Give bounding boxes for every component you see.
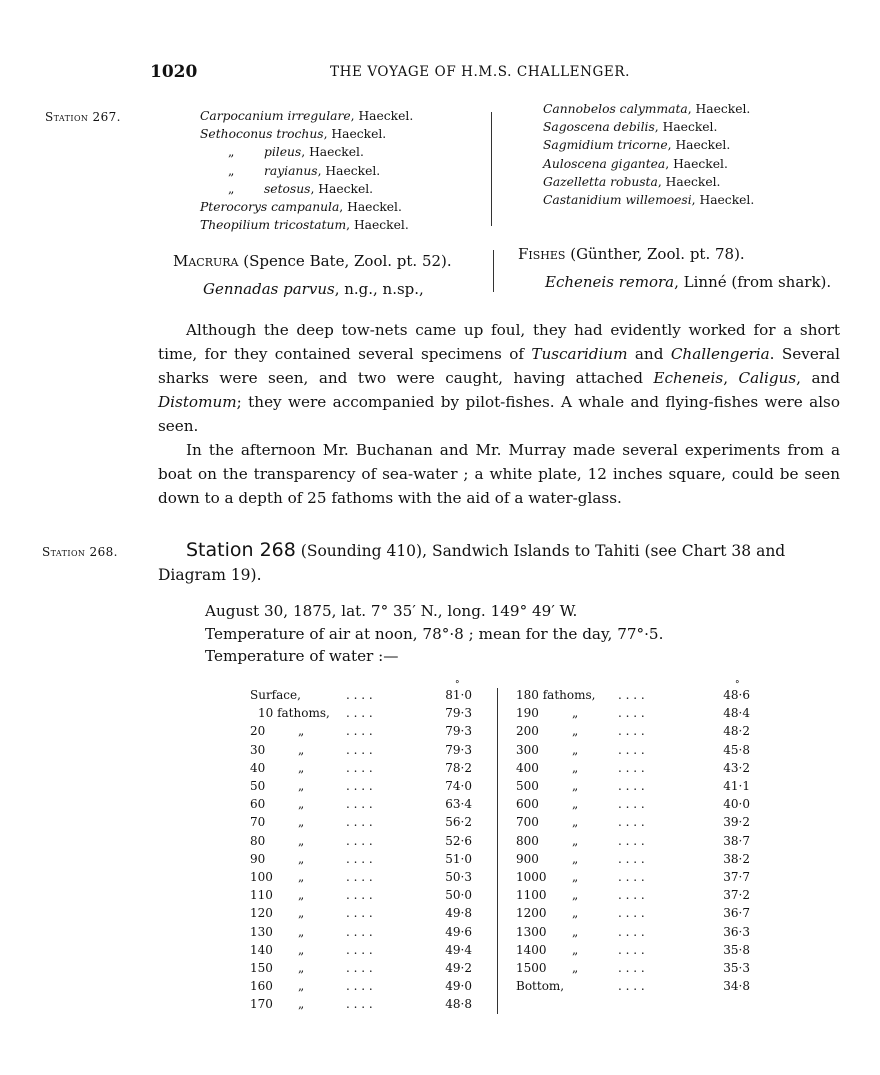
species-entry	[200, 198, 413, 216]
depth-cell: Bottom,	[516, 979, 565, 994]
fishes-species: Echeneis remora	[545, 273, 675, 291]
table-row	[250, 724, 480, 742]
species-entry	[200, 125, 413, 143]
species-entry	[543, 173, 754, 191]
depth-cell: 1300	[516, 924, 547, 939]
ditto-mark: „	[298, 724, 305, 739]
temperature-cell: 38·2	[723, 851, 750, 866]
table-row	[516, 815, 756, 833]
depth-cell: 30	[250, 742, 266, 757]
fishes-reference: (Günther, Zool. pt. 78).	[565, 245, 745, 263]
table-row	[516, 761, 756, 779]
table-row	[516, 943, 756, 961]
temperature-cell: 34·8	[723, 979, 750, 994]
species-entry	[200, 143, 413, 161]
table-row	[516, 925, 756, 943]
depth-cell: 170	[250, 997, 273, 1012]
species-name: Castanidium willemoesi	[543, 192, 692, 207]
table-divider	[497, 688, 498, 1014]
temperature-table-right	[516, 688, 756, 1008]
species-entry	[200, 107, 413, 125]
depth-cell: 10 fathoms,	[258, 706, 330, 721]
macrura-species-line	[203, 280, 424, 298]
temperature-cell: 36·3	[723, 924, 750, 939]
depth-cell: 130	[250, 924, 273, 939]
paragraph-tow-nets: Although the deep tow-nets came up foul, they had evidently worked for a short time, for they contained several specimens of Tuscaridium and Challengeria. Several sharks were seen, and two were caught, having attached Echeneis, Caligus, and Distomum; they were accompanied by pilot-fishes. A whale and flying-fishes were also seen.	[158, 321, 841, 435]
ditto-mark: „	[572, 779, 579, 793]
depth-cell: 150	[250, 961, 273, 975]
station-268-title: Station 268	[186, 539, 296, 561]
leader-dots: . . . .	[346, 706, 373, 721]
species-entry	[200, 162, 413, 180]
species-name: pileus	[264, 145, 302, 160]
narrative-block	[158, 318, 840, 510]
table-row	[516, 852, 756, 870]
species-name: setosus	[264, 181, 311, 196]
temperature-cell: 49·8	[445, 906, 472, 921]
leader-dots: . . . .	[618, 724, 645, 739]
temperature-cell: 43·2	[723, 760, 750, 775]
species-author: , Haeckel.	[657, 174, 721, 189]
temperature-cell: 79·3	[445, 742, 472, 757]
station-268-heading	[158, 538, 842, 587]
table-row	[250, 997, 480, 1015]
degree-mark-left: °	[455, 680, 460, 690]
leader-dots: . . . .	[618, 888, 645, 903]
leader-dots: . . . .	[346, 797, 373, 812]
depth-cell: 160	[250, 979, 273, 994]
table-row	[516, 888, 756, 906]
ditto-mark: „	[298, 924, 305, 939]
ditto-mark: „	[298, 888, 305, 903]
depth-cell: 1400	[516, 942, 547, 957]
leader-dots: . . . .	[346, 961, 373, 975]
depth-cell: 1100	[516, 888, 547, 903]
species-entry	[543, 155, 754, 173]
temperature-cell: 38·7	[723, 833, 750, 848]
table-row	[250, 743, 480, 761]
leader-dots: . . . .	[346, 760, 373, 775]
temperature-cell: 37·7	[723, 870, 750, 884]
temperature-cell: 49·2	[445, 961, 472, 975]
ditto-mark: „	[572, 815, 579, 830]
ditto-mark: „	[298, 833, 305, 848]
leader-dots: . . . .	[618, 815, 645, 830]
page-number: 1020	[150, 62, 198, 82]
fishes-species-line	[545, 273, 831, 291]
species-name: Carpocanium irregulare	[200, 109, 351, 123]
leader-dots: . . . .	[346, 942, 373, 957]
table-row	[516, 688, 756, 706]
ditto-mark: „	[572, 888, 579, 903]
temperature-cell: 78·2	[445, 760, 472, 775]
macrura-species: Gennadas parvus	[203, 280, 335, 298]
depth-cell: 140	[250, 942, 273, 957]
leader-dots: . . . .	[346, 724, 373, 739]
table-row	[516, 834, 756, 852]
leader-dots: . . . .	[618, 742, 645, 757]
leader-dots: . . . .	[618, 706, 645, 721]
depth-cell: 60	[250, 797, 266, 812]
table-row	[250, 815, 480, 833]
table-row	[516, 906, 756, 924]
depth-cell: 1200	[516, 906, 547, 921]
leader-dots: . . . .	[618, 833, 645, 848]
temperature-cell: 48·8	[445, 997, 472, 1012]
temperature-cell: 63·4	[445, 797, 472, 812]
leader-dots: . . . .	[346, 833, 373, 848]
temperature-cell: 35·8	[723, 942, 750, 957]
leader-dots: . . . .	[346, 688, 373, 702]
species-author: , Haeckel.	[687, 102, 751, 116]
leader-dots: . . . .	[346, 924, 373, 939]
species-entry	[543, 191, 754, 209]
depth-cell: 700	[516, 815, 539, 830]
table-row	[250, 779, 480, 797]
temperature-cell: 52·6	[445, 833, 472, 848]
table-row	[250, 797, 480, 815]
leader-dots: . . . .	[346, 815, 373, 830]
temperature-table-left	[250, 688, 480, 1028]
depth-cell: 800	[516, 833, 539, 848]
ditto-mark: „	[298, 979, 305, 994]
ditto-mark: „	[298, 870, 305, 884]
ditto-mark: „	[298, 815, 305, 830]
leader-dots: . . . .	[618, 961, 645, 975]
species-list-left	[200, 107, 413, 234]
ditto-mark: „	[572, 797, 579, 812]
temperature-cell: 48·4	[723, 706, 750, 721]
depth-cell: 110	[250, 888, 273, 903]
depth-cell: 600	[516, 797, 539, 812]
ditto-mark: „	[298, 742, 305, 757]
table-row	[250, 870, 480, 888]
depth-cell: 300	[516, 742, 539, 757]
depth-cell: 80	[250, 833, 266, 848]
fishes-species-note: , Linné (from shark).	[674, 273, 832, 291]
species-name: Pterocorys campanula	[200, 199, 340, 214]
species-author: , Haeckel.	[691, 192, 755, 207]
ditto-mark: „	[228, 181, 235, 196]
species-name: Sethoconus trochus	[200, 127, 324, 142]
depth-cell: 900	[516, 851, 539, 866]
leader-dots: . . . .	[346, 979, 373, 994]
table-row	[250, 852, 480, 870]
ditto-mark: „	[572, 760, 579, 775]
ditto-mark: „	[572, 742, 579, 757]
species-name: Sagoscena debilis	[543, 120, 655, 135]
column-divider	[491, 112, 492, 226]
depth-cell: 100	[250, 870, 273, 884]
leader-dots: . . . .	[346, 906, 373, 921]
depth-cell: 50	[250, 779, 266, 793]
leader-dots: . . . .	[346, 997, 373, 1012]
macrura-group: Macrura	[173, 252, 239, 270]
temperature-cell: 74·0	[445, 779, 472, 793]
species-name: Auloscena gigantea	[543, 156, 666, 171]
species-name: Sagmidium tricorne	[543, 138, 668, 153]
depth-cell: Surface,	[250, 688, 301, 702]
species-author: , Haeckel.	[301, 145, 364, 160]
paragraph-transparency: In the afternoon Mr. Buchanan and Mr. Murray made several experiments from a boat on the transparency of sea-water ; a white plate, 12 inches square, could be seen down to a depth of 25 fathoms with the aid of a water-glass.	[158, 441, 840, 507]
station-267-label: Station 267.	[45, 110, 121, 124]
station-268-info	[205, 600, 663, 668]
temperature-cell: 49·6	[445, 924, 472, 939]
depth-cell: 500	[516, 779, 539, 793]
ditto-mark: „	[572, 851, 579, 866]
temperature-cell: 41·1	[723, 779, 750, 793]
temperature-cell: 37·2	[723, 888, 750, 903]
table-row	[250, 761, 480, 779]
temperature-cell: 40·0	[723, 797, 750, 812]
depth-cell: 20	[250, 724, 266, 739]
table-row	[250, 888, 480, 906]
depth-cell: 400	[516, 760, 539, 775]
species-author: , Haeckel.	[665, 156, 728, 171]
table-row	[250, 925, 480, 943]
table-row	[516, 779, 756, 797]
ditto-mark: „	[298, 797, 305, 812]
species-author: , Haeckel.	[339, 199, 402, 214]
ditto-mark: „	[572, 870, 579, 884]
leader-dots: . . . .	[618, 760, 645, 775]
ditto-mark: „	[572, 942, 579, 957]
ditto-mark: „	[298, 997, 305, 1012]
station-268-route: (Sounding 410), Sandwich Islands to Tahiti (see Chart 38 and Diagram 19).	[158, 542, 786, 584]
depth-cell: 40	[250, 760, 266, 775]
species-author: , Haeckel.	[654, 120, 718, 135]
leader-dots: . . . .	[618, 851, 645, 866]
temperature-cell: 49·4	[445, 942, 472, 957]
water-temperature-heading: Temperature of water :—	[205, 647, 399, 665]
temperature-cell: 79·3	[445, 706, 472, 721]
ditto-mark: „	[298, 779, 305, 793]
temperature-cell: 56·2	[445, 815, 472, 830]
leader-dots: . . . .	[346, 851, 373, 866]
species-author: , Haeckel.	[323, 127, 387, 142]
macrura-heading	[173, 252, 452, 270]
macrura-reference: (Spence Bate, Zool. pt. 52).	[238, 252, 452, 270]
ditto-mark: „	[228, 163, 235, 178]
leader-dots: . . . .	[618, 797, 645, 812]
group-divider	[493, 250, 494, 292]
depth-cell: 180 fathoms,	[516, 688, 596, 702]
fishes-group: Fishes	[518, 245, 566, 263]
leader-dots: . . . .	[346, 888, 373, 903]
depth-cell: 120	[250, 906, 273, 921]
table-row	[516, 870, 756, 888]
species-list-right	[543, 100, 754, 209]
depth-cell: 90	[250, 851, 266, 866]
fishes-heading	[518, 245, 745, 263]
table-row	[250, 943, 480, 961]
ditto-mark: „	[298, 851, 305, 866]
table-row	[516, 797, 756, 815]
table-row	[516, 706, 756, 724]
leader-dots: . . . .	[618, 906, 645, 921]
species-author: , Haeckel.	[346, 218, 409, 233]
depth-cell: 190	[516, 706, 539, 721]
species-author: , Haeckel.	[317, 163, 381, 178]
temperature-cell: 79·3	[445, 724, 472, 739]
ditto-mark: „	[572, 706, 579, 721]
species-entry	[543, 118, 754, 136]
ditto-mark: „	[572, 906, 579, 921]
species-entry	[543, 136, 754, 154]
leader-dots: . . . .	[618, 924, 645, 939]
species-entry	[200, 216, 413, 234]
species-name: Cannobelos calymmata	[543, 102, 688, 116]
table-row	[250, 906, 480, 924]
ditto-mark: „	[572, 924, 579, 939]
ditto-mark: „	[572, 833, 579, 848]
table-row	[250, 706, 480, 724]
leader-dots: . . . .	[618, 942, 645, 957]
table-row	[250, 979, 480, 997]
leader-dots: . . . .	[346, 779, 373, 793]
temperature-cell: 36·7	[723, 906, 750, 921]
depth-cell: 70	[250, 815, 266, 830]
table-row	[250, 961, 480, 979]
ditto-mark: „	[298, 961, 305, 975]
temperature-cell: 39·2	[723, 815, 750, 830]
ditto-mark: „	[298, 906, 305, 921]
ditto-mark: „	[572, 961, 579, 975]
temperature-cell: 50·3	[445, 870, 472, 884]
temperature-cell: 49·0	[445, 979, 472, 994]
table-row	[516, 724, 756, 742]
date-position-line: August 30, 1875, lat. 7° 35′ N., long. 149° 49′ W.	[205, 602, 578, 620]
degree-mark-right: °	[735, 680, 740, 690]
ditto-mark: „	[298, 760, 305, 775]
leader-dots: . . . .	[618, 870, 645, 884]
air-temperature-line: Temperature of air at noon, 78°·8 ; mean for the day, 77°·5.	[205, 624, 664, 643]
temperature-cell: 48·2	[723, 724, 750, 739]
depth-cell: 1000	[516, 870, 547, 884]
station-268-label: Station 268.	[42, 545, 118, 559]
running-title: THE VOYAGE OF H.M.S. CHALLENGER.	[330, 64, 631, 80]
ditto-mark: „	[298, 942, 305, 957]
table-row	[516, 743, 756, 761]
macrura-species-note: , n.g., n.sp.,	[334, 280, 424, 298]
species-entry	[200, 180, 413, 198]
species-name: Gazelletta robusta	[543, 174, 658, 189]
table-row	[250, 688, 480, 706]
temperature-cell: 51·0	[445, 851, 472, 866]
leader-dots: . . . .	[618, 779, 645, 793]
leader-dots: . . . .	[346, 870, 373, 884]
leader-dots: . . . .	[346, 742, 373, 757]
temperature-cell: 35·3	[723, 961, 750, 975]
ditto-mark: „	[572, 724, 579, 739]
temperature-cell: 48·6	[723, 688, 750, 702]
temperature-cell: 50·0	[445, 888, 472, 903]
species-name: Theopilium tricostatum	[200, 218, 347, 233]
temperature-cell: 45·8	[723, 742, 750, 757]
table-row	[250, 834, 480, 852]
temperature-cell: 81·0	[445, 688, 472, 702]
leader-dots: . . . .	[618, 688, 645, 702]
leader-dots: . . . .	[618, 979, 645, 994]
species-name: rayianus	[264, 163, 318, 178]
species-entry	[543, 100, 754, 118]
depth-cell: 1500	[516, 961, 547, 975]
ditto-mark: „	[228, 145, 235, 160]
species-author: , Haeckel.	[310, 181, 374, 196]
depth-cell: 200	[516, 724, 539, 739]
species-author: , Haeckel.	[350, 109, 414, 123]
table-row	[516, 979, 756, 997]
species-author: , Haeckel.	[667, 138, 731, 153]
table-row	[516, 961, 756, 979]
